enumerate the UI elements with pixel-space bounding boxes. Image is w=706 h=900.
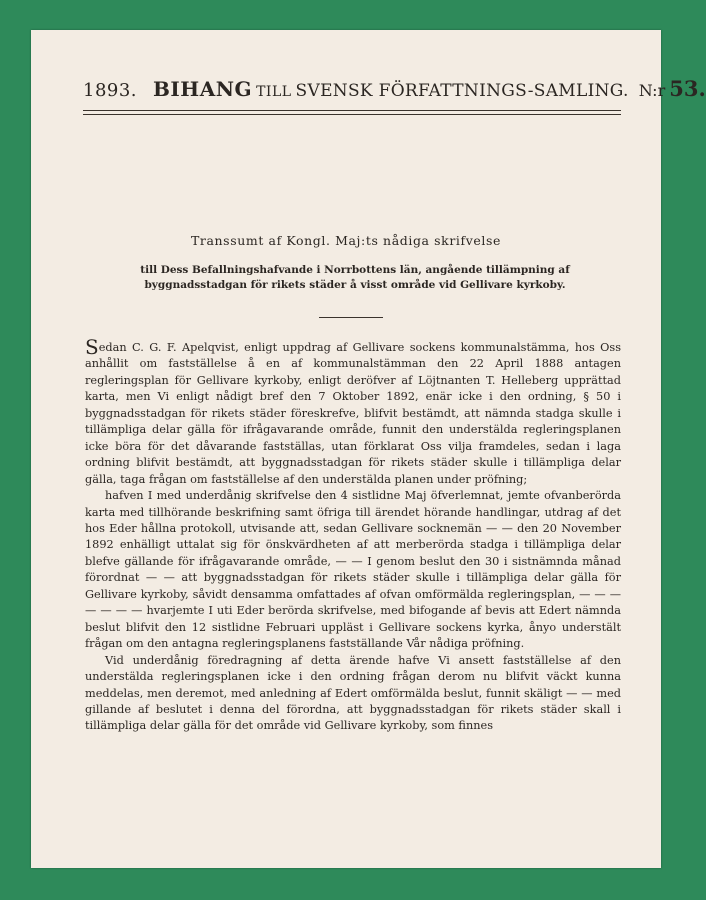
- header-number-label: N:r: [638, 81, 666, 100]
- initial-letter: S: [85, 335, 99, 359]
- header-bihang: BIHANG: [153, 77, 253, 101]
- paragraph-1-text: edan C. G. F. Apelqvist, enligt uppdrag af Gellivare sockens kommunalstämma, hos Oss anhållit om fastställelse å en af kommunalstämman den 22 April 1888 antagen regleringsplan för Gellivare kyrkoby, enligt deröfver af Löjtnanten T. Helleberg upprättad karta, men Vi enligt nådigt bref den 7 Oktober 1892, enär icke i den ordning, § 50 i byggnadsstadgan för rikets städer föreskrefve, blifvit bestämdt, att nämnda stadga skulle i tillämpliga delar gälla för ifrågavarande område, funnit den understälda regleringsplanen icke böra för det dåvarande fastställas, utan förklarat Oss vilja framdeles, sedan i laga ordning blifvit bestämdt, att byggnadsstadgan för rikets städer skulle i tillämpliga delar gälla, taga frågan om fastställelse af den understälda planen under pröfning;: [85, 341, 621, 486]
- title-divider: [319, 317, 383, 318]
- header-number: 53.: [669, 76, 706, 101]
- paragraph-2: hafven I med underdånig skrifvelse den 4 sistlidne Maj öfverlemnat, jemte ofvanberörda karta med tillhörande beskrifning samt öfriga till ärendet hörande handlingar, utdrag af det hos Eder hållna protokoll, utvisande att, sedan Gellivare socknemän — — den 20 November 1892 enhälligt uttalat sig för önskvärdheten af att merberörda stadga i tillämpliga delar blefve gällande för ifrågavarande område, — — I genom beslut den 30 i sistnämnda månad förordnat — — att byggnadsstadgan för rikets städer skulle i tillämpliga delar gälla för Gellivare kyrkoby, såvidt densamma omfattades af ofvan omförmälda regleringsplan, — — — — — — — hvarjemte I uti Eder berörda skrifvelse, med bifogande af bevis att Edert nämnda beslut blifvit den 12 sistlidne Februari uppläst i Gellivare sockens kyrka, ånyo understält frågan om den antagna regleringsplanens fastställande Vår nådiga pröfning.: [85, 489, 621, 651]
- publication-header: [83, 76, 706, 101]
- document-title: Transsumt af Kongl. Maj:ts nådiga skrifvelse: [190, 233, 502, 248]
- header-rule-bottom: [83, 114, 621, 115]
- header-rule-top: [83, 110, 621, 111]
- document-body: [85, 335, 621, 735]
- document-subtitle: till Dess Befallningshafvande i Norrbottens län, angående tillämpning af byggnadsstadgan för rikets städer å visst område vid Gellivare kyrkoby.: [140, 264, 570, 291]
- document-page: [31, 30, 706, 868]
- header-collection-name: SVENSK FÖRFATTNINGS-SAMLING.: [295, 81, 629, 101]
- header-year: 1893.: [83, 80, 138, 101]
- paragraph-3: Vid underdånig föredragning af detta ärende hafve Vi ansett fastställelse af den understälda regleringsplanen icke i den ordning frågan derom nu blifvit väckt kunna meddelas, men deremot, med anledning af Edert omförmälda beslut, funnit skäligt — — med gillande af beslutet i denna del förordna, att byggnadsstadgan för rikets städer skall i tillämpliga delar gälla för det område vid Gellivare kyrkoby, som finnes: [85, 653, 621, 733]
- paragraph-1: [85, 335, 621, 488]
- header-till: TILL: [256, 84, 292, 100]
